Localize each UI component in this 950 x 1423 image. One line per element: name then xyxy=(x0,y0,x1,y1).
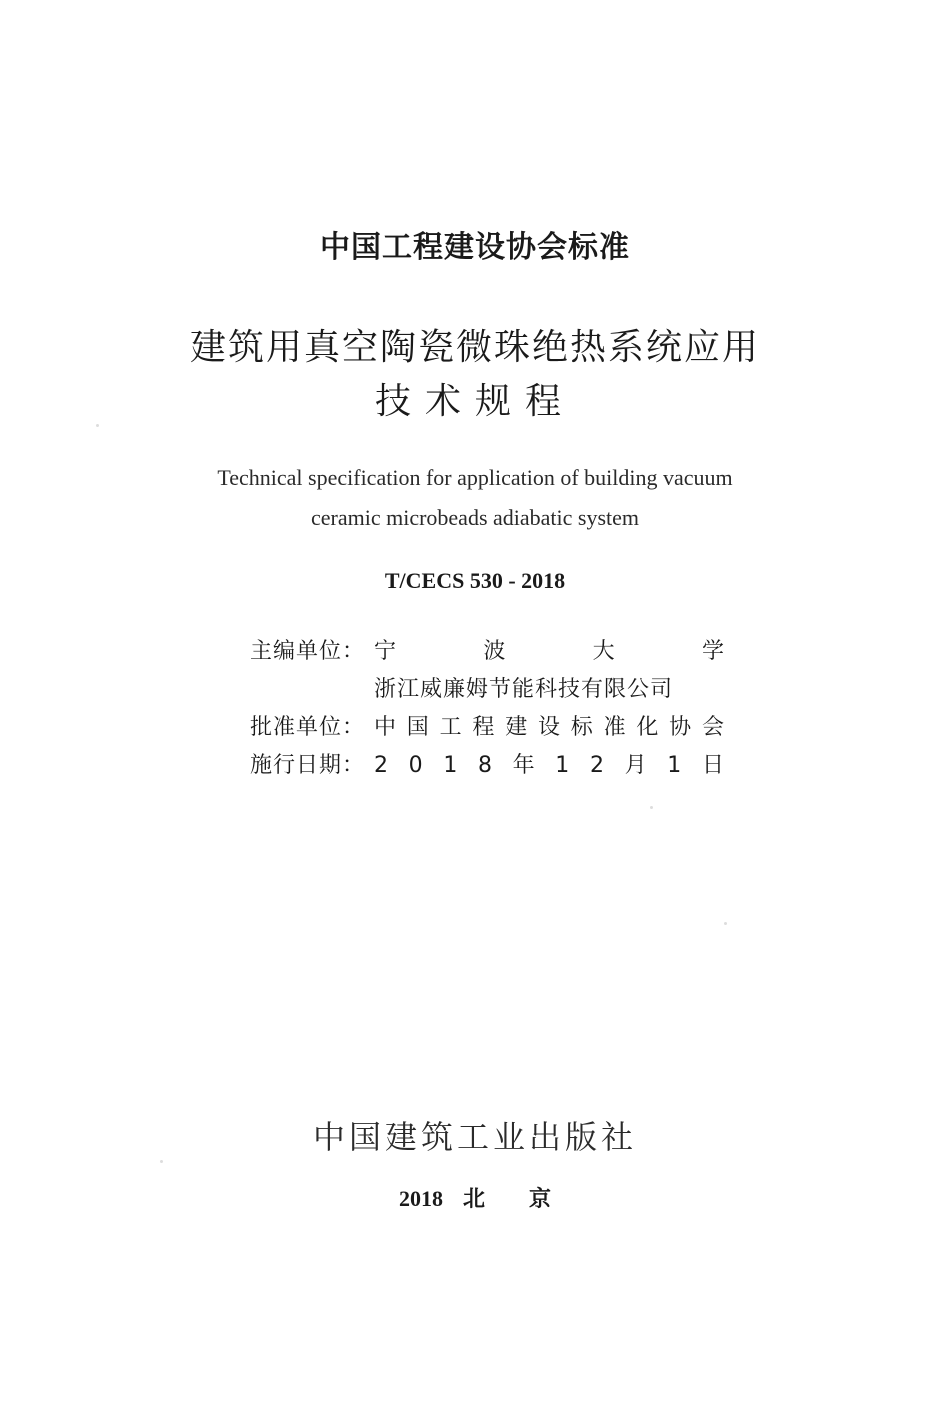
approver-label: 批准单位： xyxy=(250,715,366,740)
scan-speck xyxy=(650,806,653,809)
char: 波 xyxy=(483,639,506,664)
english-title-line-2: ceramic microbeads adiabatic system xyxy=(310,505,640,530)
char: 工 xyxy=(439,715,462,740)
publisher: 中国建筑工业出版社 xyxy=(312,1118,637,1156)
approver-row xyxy=(250,709,730,747)
char: 学 xyxy=(701,639,724,664)
char: 宁 xyxy=(374,639,397,664)
effective-date xyxy=(374,747,730,785)
publication-year: 2018 xyxy=(398,1186,443,1211)
editor-row-2 xyxy=(250,671,730,709)
editor-1 xyxy=(374,633,730,671)
publication-place xyxy=(0,1182,950,1213)
char: 日 xyxy=(701,753,724,778)
info-block xyxy=(250,633,730,785)
standard-code: T/CECS 530 - 2018 xyxy=(384,568,566,593)
char: 设 xyxy=(537,715,560,740)
approver xyxy=(374,709,730,747)
char: 1 xyxy=(443,753,458,778)
char: 标 xyxy=(570,715,593,740)
char: 化 xyxy=(636,715,659,740)
char: 2 xyxy=(589,753,604,778)
scan-speck xyxy=(160,1160,163,1163)
date-row xyxy=(250,747,730,785)
city-char-1: 北 xyxy=(462,1186,485,1211)
date-label: 施行日期： xyxy=(250,753,366,778)
series-title: 中国工程建设协会标准 xyxy=(320,230,630,265)
editor-label: 主编单位： xyxy=(250,639,366,664)
char: 月 xyxy=(624,753,647,778)
char: 中 xyxy=(374,715,397,740)
char: 国 xyxy=(406,715,429,740)
chinese-title-line-1: 建筑用真空陶瓷微珠绝热系统应用 xyxy=(189,327,760,368)
char: 准 xyxy=(603,715,626,740)
char: 程 xyxy=(472,715,495,740)
english-title xyxy=(0,458,950,538)
char: 1 xyxy=(667,753,682,778)
editor-2: 浙江威廉姆节能科技有限公司 xyxy=(374,677,674,702)
char: 1 xyxy=(555,753,570,778)
chinese-title-line-2: 技术规程 xyxy=(374,381,575,422)
char: 会 xyxy=(701,715,724,740)
char: 0 xyxy=(408,753,423,778)
char: 年 xyxy=(512,753,535,778)
english-title-line-1: Technical specification for application of building vacuum xyxy=(217,465,733,490)
char: 协 xyxy=(669,715,692,740)
editor-row xyxy=(250,633,730,671)
char: 建 xyxy=(505,715,528,740)
char: 大 xyxy=(592,639,615,664)
scan-speck xyxy=(724,922,727,925)
char: 2 xyxy=(374,753,388,778)
char: 8 xyxy=(477,753,492,778)
scan-speck xyxy=(96,424,99,427)
city-char-2: 京 xyxy=(529,1186,552,1211)
